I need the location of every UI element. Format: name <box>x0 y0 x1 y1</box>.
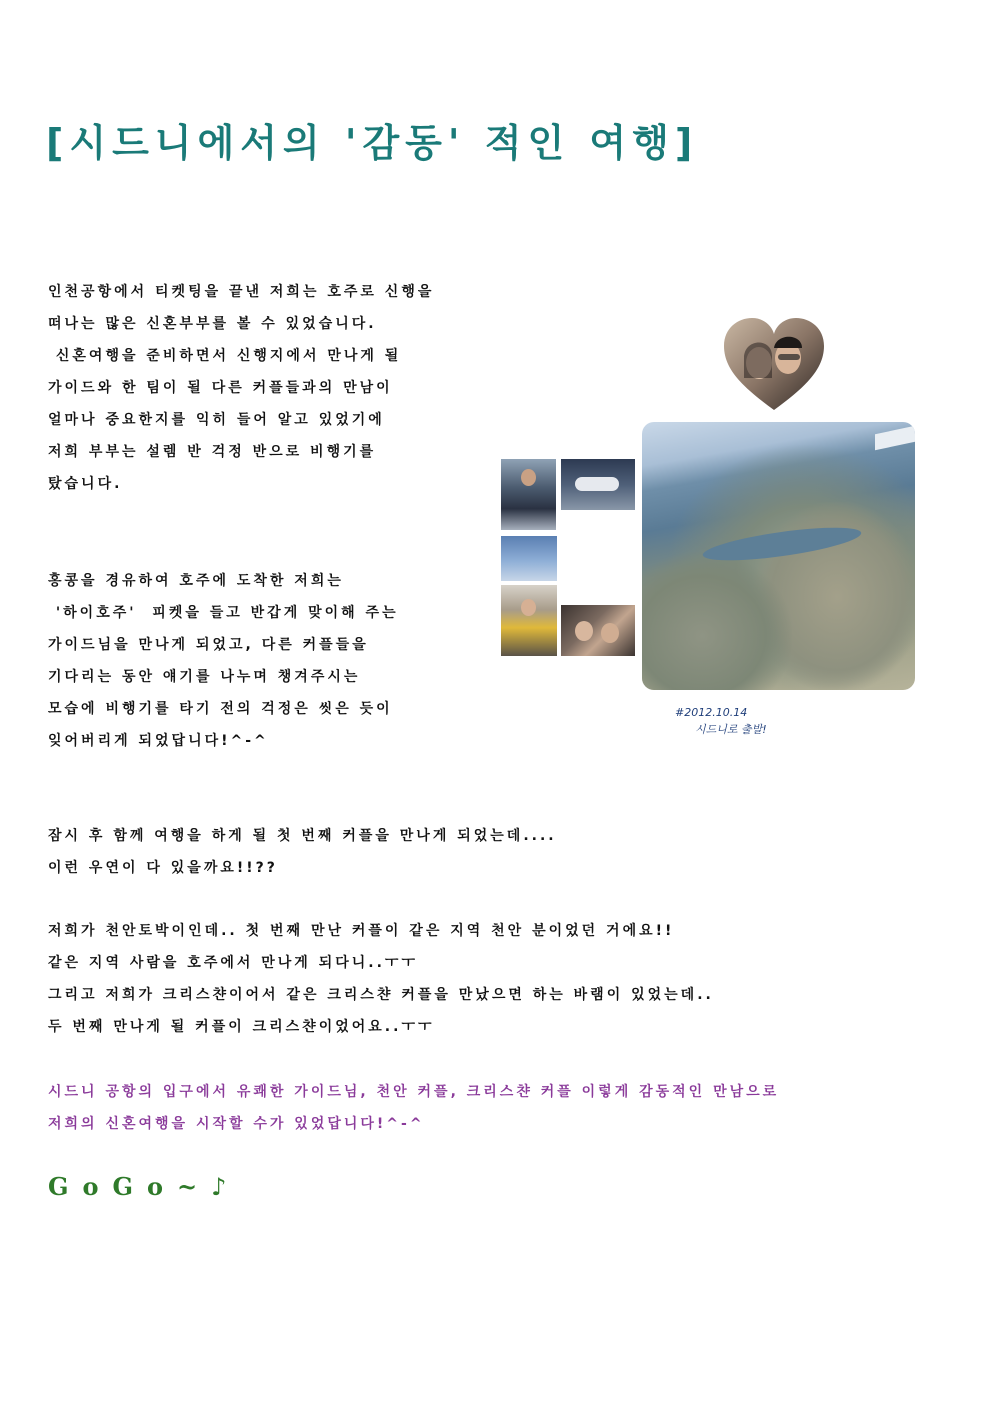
text-line: 이런 우연이 다 있을까요!!?? <box>48 860 278 876</box>
airport-photo <box>501 585 557 656</box>
text-line: 떠나는 많은 신혼부부를 볼 수 있었습니다. <box>48 316 377 332</box>
text-line: 모습에 비행기를 타기 전의 걱정은 씻은 듯이 <box>48 701 393 717</box>
text-line: 가이드님을 만나게 되었고, 다른 커플들을 <box>48 637 369 653</box>
text-line: '하이호주' 피켓을 들고 반갑게 맞이해 주는 <box>48 605 399 621</box>
text-line: 저희의 신혼여행을 시작할 수가 있었답니다!^-^ <box>48 1116 425 1132</box>
text-line: 가이드와 한 팀이 될 다른 커플들과의 만남이 <box>48 380 393 396</box>
text-line: 저희가 천안토박이인데.. 첫 번째 만난 커플이 같은 지역 천안 분이었던 거에요!! <box>48 923 675 939</box>
caption-date: #2012.10.14 <box>675 706 748 719</box>
text-line: 탔습니다. <box>48 476 123 492</box>
sky-photo <box>501 536 557 581</box>
couple-heart-photo <box>724 318 824 413</box>
text-line: 같은 지역 사람을 호주에서 만나게 되다니..ㅜㅜ <box>48 955 418 971</box>
aerial-sydney-photo <box>642 422 915 690</box>
gogo-text: GoGo~♪ <box>48 1172 241 1201</box>
text-line: 저희 부부는 설렘 반 걱정 반으로 비행기를 <box>48 444 377 460</box>
caption-text: 시드니로 출발! <box>695 723 767 736</box>
text-line: 신혼여행을 준비하면서 신행지에서 만나게 될 <box>48 348 402 364</box>
text-line: 기다리는 동안 얘기를 나누며 챙겨주시는 <box>48 669 361 685</box>
paragraph-arrival <box>48 565 399 757</box>
paragraph-departure <box>48 276 434 500</box>
text-line: 잊어버리게 되었답니다!^-^ <box>48 733 269 749</box>
text-line: 얼마나 중요한지를 익히 들어 알고 있었기에 <box>48 412 385 428</box>
text-line: 홍콩을 경유하여 호주에 도착한 저희는 <box>48 573 344 589</box>
paragraph-coincidence <box>48 915 714 1043</box>
text-line: 잠시 후 함께 여행을 하게 될 첫 번째 커플을 만나게 되었는데.... <box>48 828 557 844</box>
airplane-photo <box>561 459 635 510</box>
text-line: 인천공항에서 티켓팅을 끝낸 저희는 호주로 신행을 <box>48 284 435 300</box>
photo-caption <box>675 704 767 738</box>
paragraph-highlight <box>48 1076 779 1140</box>
text-line: 시드니 공항의 입구에서 유쾌한 가이드님, 천안 커플, 크리스챤 커플 이렇게 감동적인 만남으로 <box>48 1084 780 1100</box>
text-line: 그리고 저희가 크리스챤이어서 같은 크리스챤 커플을 만났으면 하는 바램이 있었는데.. <box>48 987 714 1003</box>
page-title: [시드니에서의 '감동' 적인 여행] <box>46 121 699 165</box>
paragraph-first-couple <box>48 820 557 884</box>
couple-selfie-photo <box>561 605 635 656</box>
text-line: 두 번째 만나게 될 커플이 크리스챤이었어요..ㅜㅜ <box>48 1019 435 1035</box>
traveler-photo <box>501 459 556 530</box>
